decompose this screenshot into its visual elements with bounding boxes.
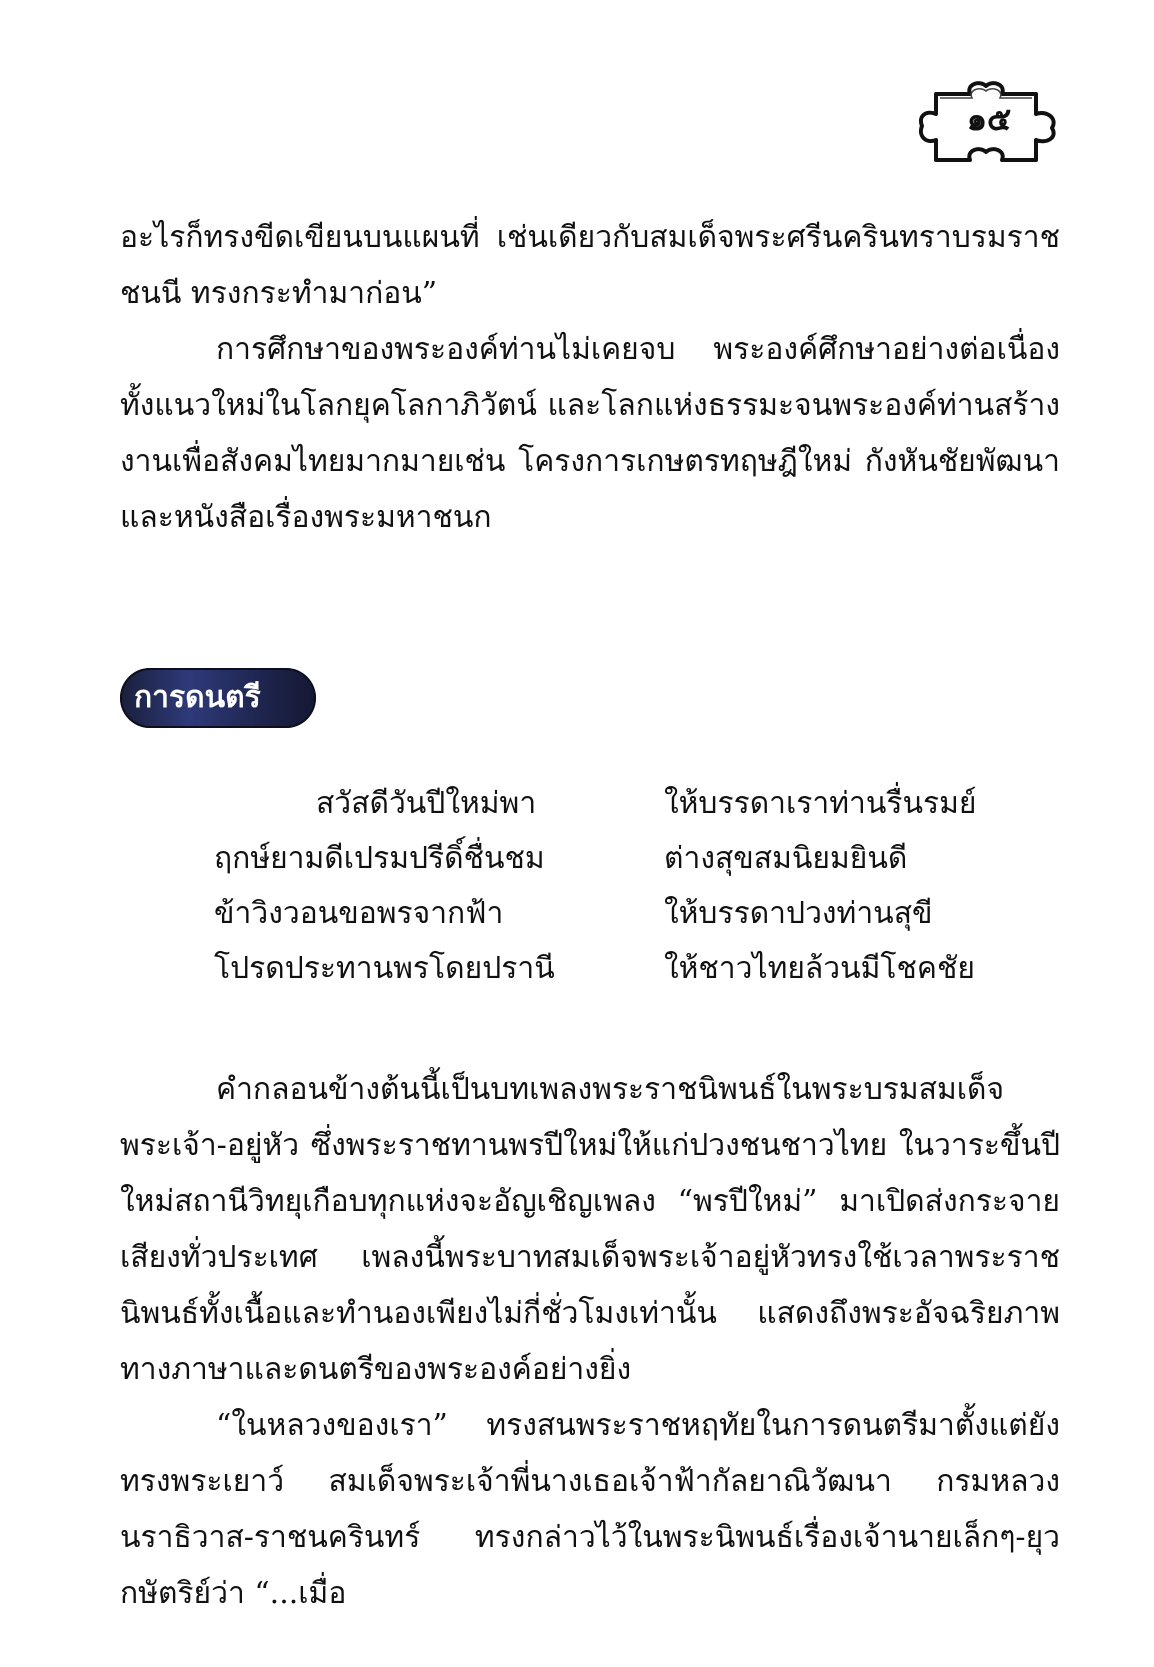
poem-line-2-left: ฤกษ์ยามดีเปรมปรีดิ์ชื่นชม <box>214 841 545 876</box>
poem-line-3-right: ให้บรรดาปวงท่านสุขี <box>664 896 933 931</box>
poem-line-1-left: สวัสดีวันปีใหม่พา <box>316 786 537 821</box>
intro-text <box>120 210 1060 546</box>
body-paragraph-2: “ในหลวงของเรา” ทรงสนพระราชหฤทัยในการดนตรีมาตั้งแต่ยังทรงพระเยาว์ สมเด็จพระเจ้าพี่นางเธอเจ้าฟ้ากัลยาณิวัฒนา กรมหลวงนราธิวาส-ราชนครินทร์ ทรงกล่าวไว้ในพระนิพนธ์เรื่องเจ้านายเล็กๆ-ยุวกษัตริย์ว่า “...เมื่อ <box>120 1408 1060 1611</box>
intro-paragraph-1: อะไรก็ทรงขีดเขียนบนแผนที่ เช่นเดียวกับสมเด็จพระศรีนครินทราบรมราชชนนี ทรงกระทำมาก่อน” <box>120 220 1060 311</box>
intro-paragraph-2: การศึกษาของพระองค์ท่านไม่เคยจบ พระองค์ศึกษาอย่างต่อเนื่องทั้งแนวใหม่ในโลกยุคโลกาภิวัตน์ และโลกแห่งธรรมะจนพระองค์ท่านสร้างงานเพื่อสังคมไทยมากมายเช่น โครงการเกษตรทฤษฎีใหม่ กังหันชัยพัฒนา และหนังสือเรื่องพระมหาชนก <box>120 332 1060 535</box>
section-heading-music <box>120 668 316 728</box>
section-heading-label: การดนตรี <box>134 680 261 715</box>
poem-line-4-left: โปรดประทานพรโดยปรานี <box>214 951 555 986</box>
poem-line-3-left: ข้าวิงวอนขอพรจากฟ้า <box>214 896 504 931</box>
body-text <box>120 1062 1060 1622</box>
poem-line-1-right: ให้บรรดาเราท่านรื่นรมย์ <box>664 786 977 821</box>
page-number: ๑๕ <box>966 100 1012 138</box>
body-paragraph-1: คำกลอนข้างต้นนี้เป็นบทเพลงพระราชนิพนธ์ในพระบรมสมเด็จพระเจ้า-อยู่หัว ซึ่งพระราชทานพรปีใหม่ให้แก่ปวงชนชาวไทย ในวาระขึ้นปีใหม่สถานีวิทยุเกือบทุกแห่งจะอัญเชิญเพลง “พรปีใหม่” มาเปิดส่งกระจายเสียงทั่วประเทศ เพลงนี้พระบาทสมเด็จพระเจ้าอยู่หัวทรงใช้เวลาพระราชนิพนธ์ทั้งเนื้อและทำนองเพียงไม่กี่ชั่วโมงเท่านั้น แสดงถึงพระอัจฉริยภาพทางภาษาและดนตรีของพระองค์อย่างยิ่ง <box>120 1072 1060 1387</box>
poem-line-4-right: ให้ชาวไทยล้วนมีโชคชัย <box>664 951 975 986</box>
poem-line-2-right: ต่างสุขสมนิยมยินดี <box>664 841 908 876</box>
page-number-badge <box>918 80 1060 168</box>
